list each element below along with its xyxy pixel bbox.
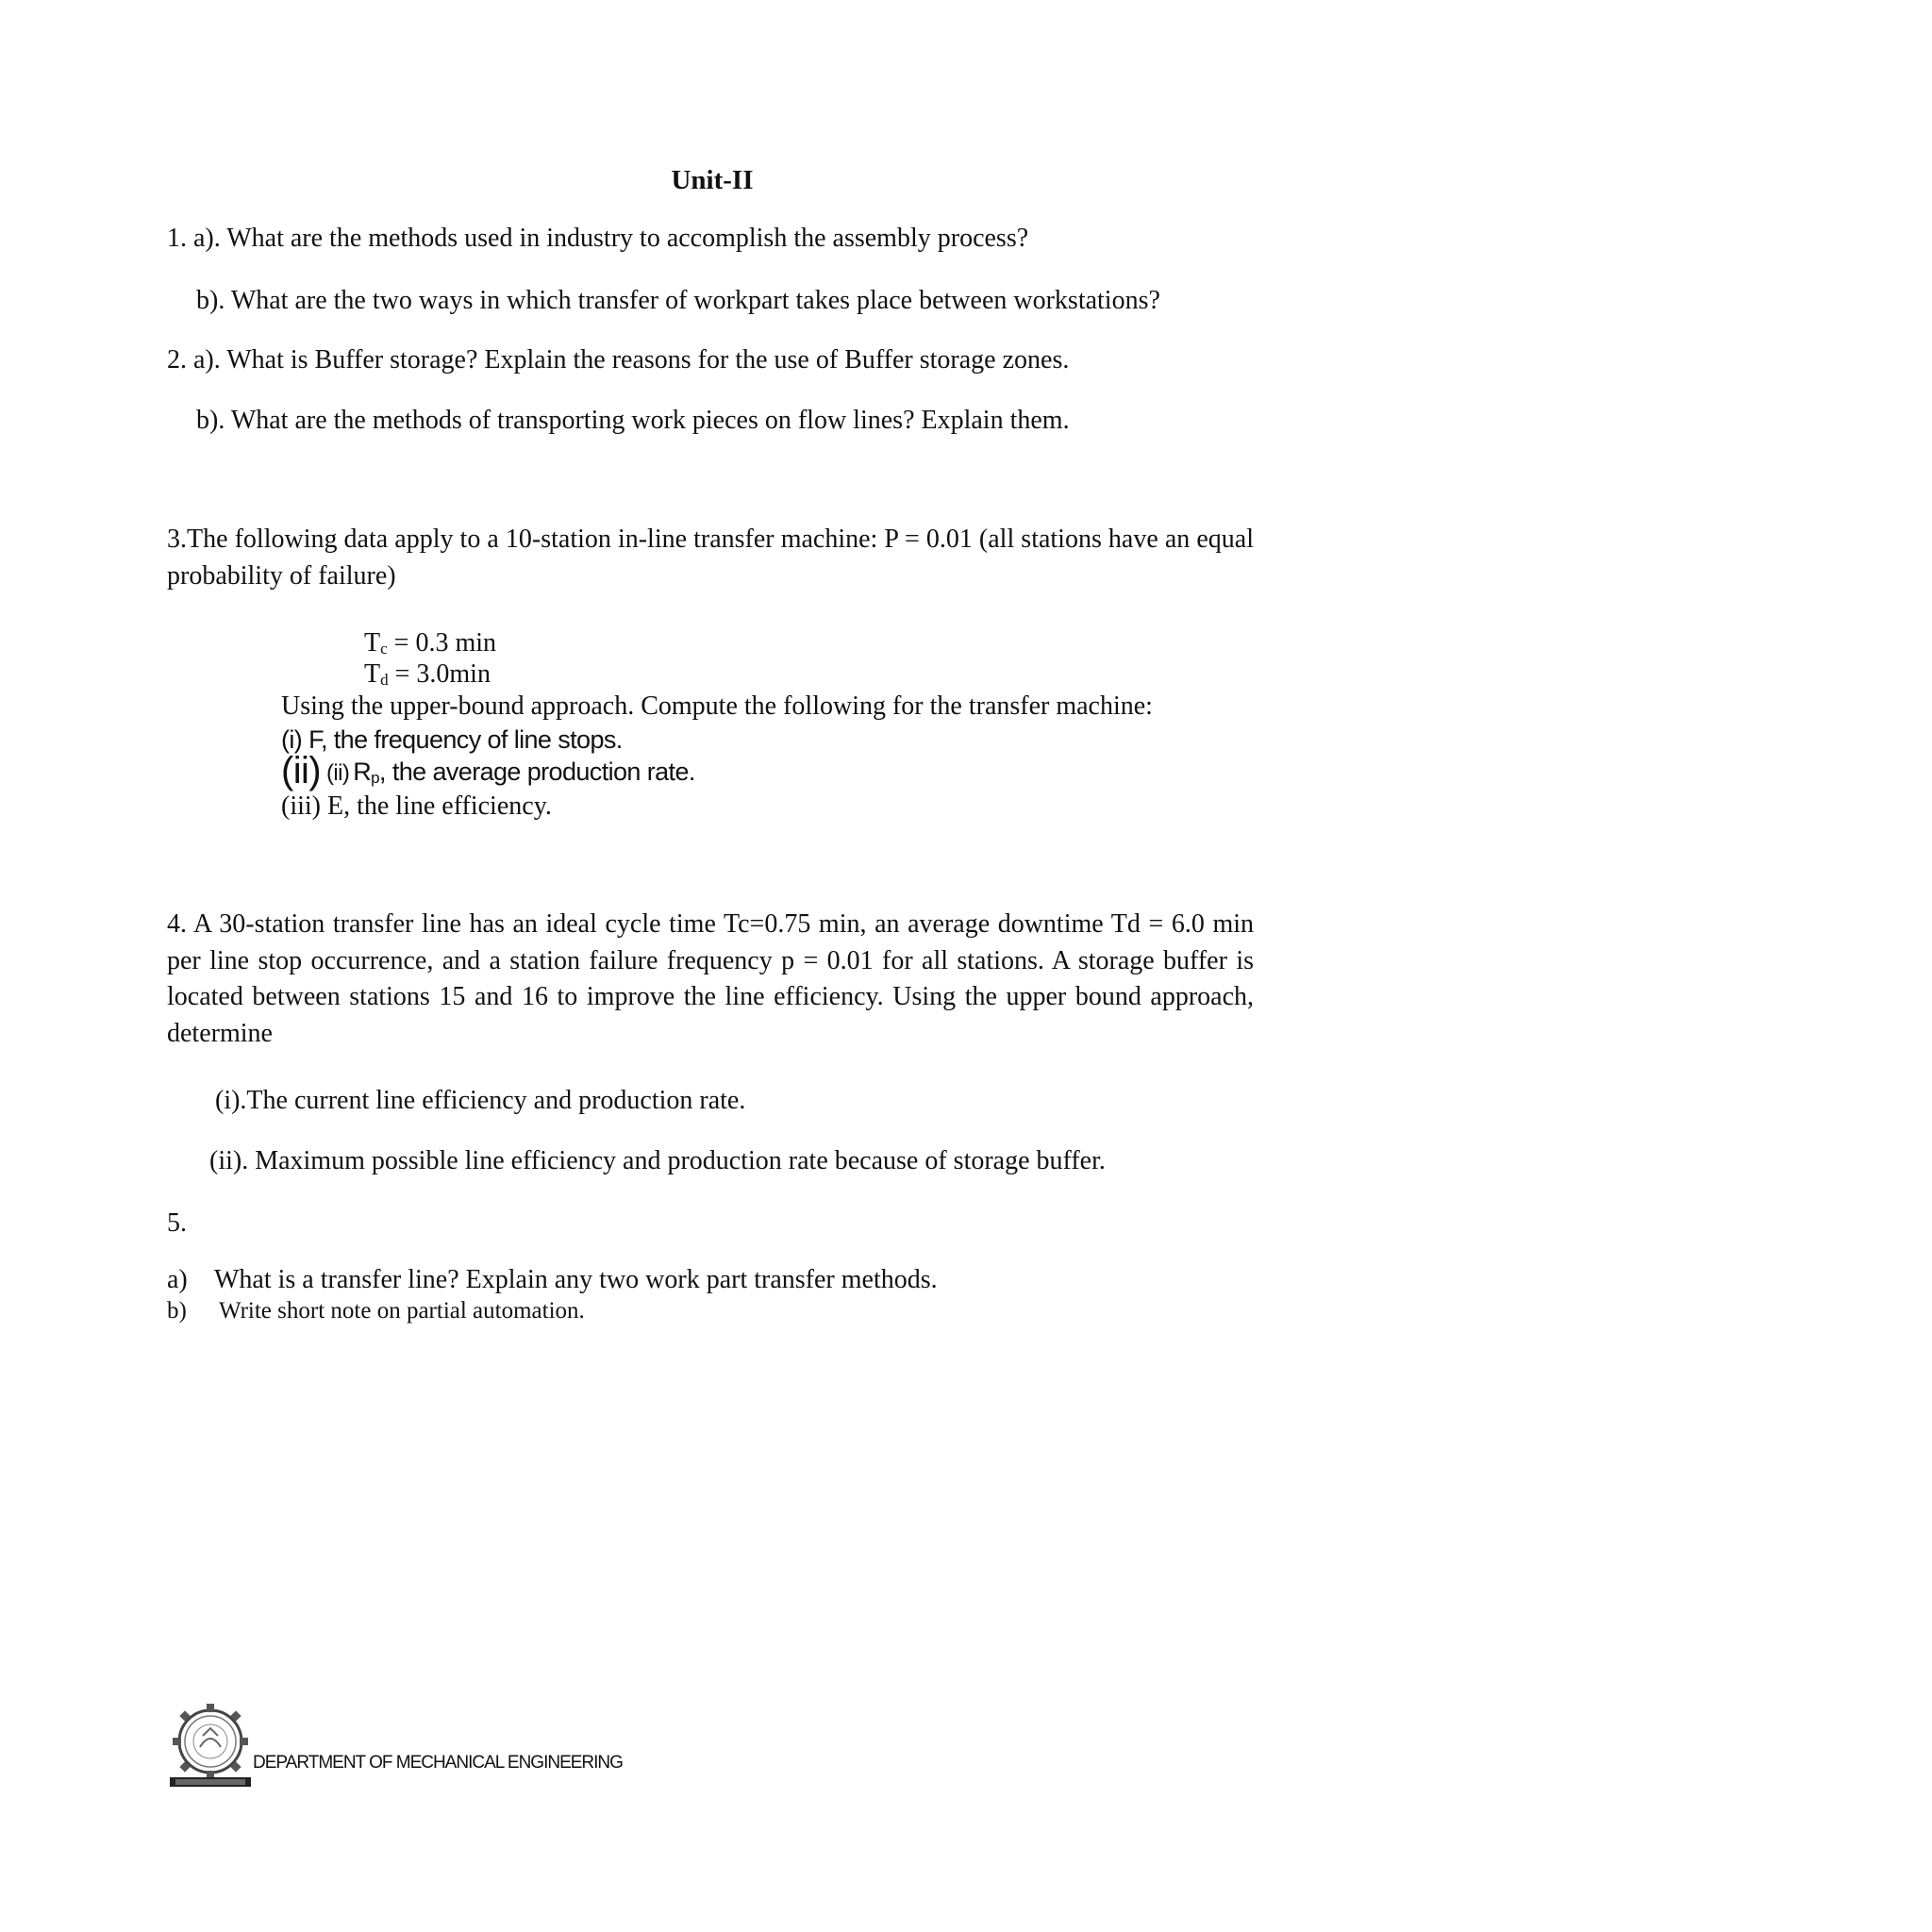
tc-value: $T_c = 0.3$ min bbox=[364, 628, 497, 658]
question-3-instruction: Using the upper-bound approach. Compute the following for the transfer machine: bbox=[281, 691, 1153, 721]
question-1b: b). What are the two ways in which transfer of workpart takes place between workstations? bbox=[196, 286, 1160, 315]
question-1a: 1. a). What are the methods used in industry to accomplish the assembly process? bbox=[167, 224, 1029, 253]
gear-emblem-icon bbox=[170, 1700, 251, 1790]
question-3-intro: 3.The following data apply to a 10-station in-line transfer machine: P = 0.01 (all stations have an equal probability of failure) bbox=[167, 525, 1254, 591]
question-5b-text: Write short note on partial automation. bbox=[219, 1298, 585, 1324]
question-5b-label: b) bbox=[167, 1298, 187, 1324]
question-4-intro: 4. A 30-station transfer line has an ideal cycle time Tc=0.75 min, an average downtime Td = 6.0 min per line stop occurrence, and a station failure frequency p = 0.01 for all stations. A storage buffer is located between stations 15 and 16 to improve the line efficiency. Using the upper bound approach, determine bbox=[167, 909, 1254, 1048]
question-3-item-iii: (iii) E, the line efficiency. bbox=[281, 791, 552, 821]
question-4-item-ii: (ii). Maximum possible line efficiency and production rate because of storage buffer. bbox=[209, 1146, 1106, 1175]
question-2a: 2. a). What is Buffer storage? Explain the reasons for the use of Buffer storage zones. bbox=[167, 345, 1070, 375]
question-5-number: 5. bbox=[167, 1208, 187, 1238]
department-name: DEPARTMENT OF MECHANICAL ENGINEERING bbox=[253, 1753, 623, 1773]
unit-title: Unit-II bbox=[671, 165, 754, 195]
footer bbox=[170, 1700, 623, 1794]
question-3-item-i: (i) F, the frequency of line stops. bbox=[281, 725, 623, 754]
question-4-item-i: (i).The current line efficiency and production rate. bbox=[215, 1086, 746, 1115]
question-2b: b). What are the methods of transporting work pieces on flow lines? Explain them. bbox=[196, 406, 1070, 435]
question-5a-label: a) bbox=[167, 1265, 188, 1294]
td-value: $T_d = 3.0\min$ bbox=[364, 659, 491, 689]
question-5a-text: What is a transfer line? Explain any two work part transfer methods. bbox=[214, 1265, 938, 1294]
question-3-item-ii: (ii) (ii) $R_p$, the average production rate. bbox=[281, 750, 695, 791]
